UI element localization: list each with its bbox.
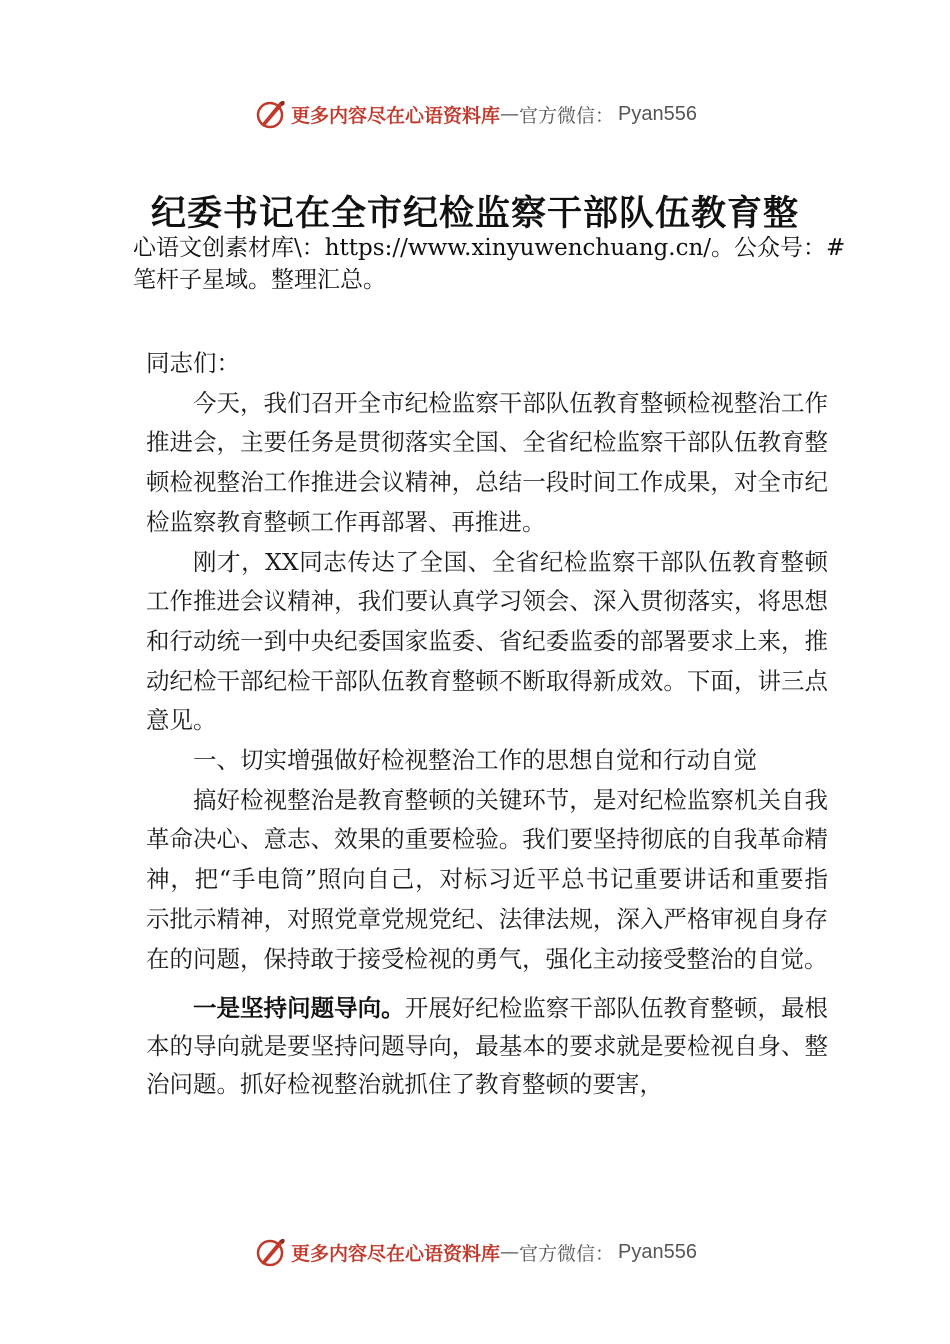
paragraph-self-revolution: 搞好检视整治是教育整顿的关键环节，是对纪检监察机关自我革命决心、意志、效果的重要检验。我们要坚持彻底的自我革命精神，把“手电筒”照向自己，对标习近平总书记重要讲话和重要指示批示精神，对照党章党规党纪、法律法规，深入严格审视自身存在的问题，保持敢于接受检视的勇气，强化主动接受整治的自觉。 [146,785,828,973]
footer-wechat-label: 官方微信： [519,1242,615,1265]
source-attribution: 心语文创素材库\：https://www.xinyuwenchuang.cn/。公众号：#笔杆子星域。整理汇总。 [133,235,846,293]
footer-brand-text: 更多内容尽在心语资料库 [291,1242,501,1265]
point-body-text: 开展好纪检监察干部队伍教育整顿，最根本的导向就是要坚持问题导向，最基本的要求就是要检视自身、整治问题。抓好检视整治就抓住了教育整顿的要害， [146,994,829,1099]
footer-banner [0,1230,950,1274]
banner-wechat-label: 官方微信： [519,104,615,127]
paragraph-opening: 今天，我们召开全市纪检监察干部队伍教育整顿检视整治工作推进会，主要任务是贯彻落实全国、全省纪检监察干部队伍教育整顿检视整治工作推进会议精神，总结一段时间工作成果，对全市纪检监察教育整顿工作再部署、再推进。 [146,388,828,536]
quill-pen-logo-icon [253,1235,287,1269]
section-heading-one: 一、切实增强做好检视整治工作的思想自觉和行动自觉 [193,746,757,775]
banner-brand-text: 更多内容尽在心语资料库 [291,104,501,127]
paragraph-transmission: 刚才，XX同志传达了全国、全省纪检监察干部队伍教育整顿工作推进会议精神，我们要认真学习领会、深入贯彻落实，将思想和行动统一到中央纪委国家监委、省纪委监委的部署要求上来，推动纪检干部纪检干部队伍教育整顿不断取得新成效。下面，讲三点意见。 [146,547,828,735]
document-body [146,344,828,1103]
paragraph-point-one [146,989,828,1103]
document-title: 纪委书记在全市纪检监察干部队伍教育整 [150,193,799,234]
footer-wechat-id: Pyan556 [618,1240,697,1263]
banner-separator: — [500,103,520,125]
point-lead-text: 一是坚持问题导向。 [193,994,405,1023]
footer-separator: — [500,1241,520,1263]
quill-pen-logo-icon [253,97,287,131]
banner-wechat-id: Pyan556 [618,102,697,125]
salutation: 同志们： [146,349,240,377]
header-banner [0,92,950,136]
